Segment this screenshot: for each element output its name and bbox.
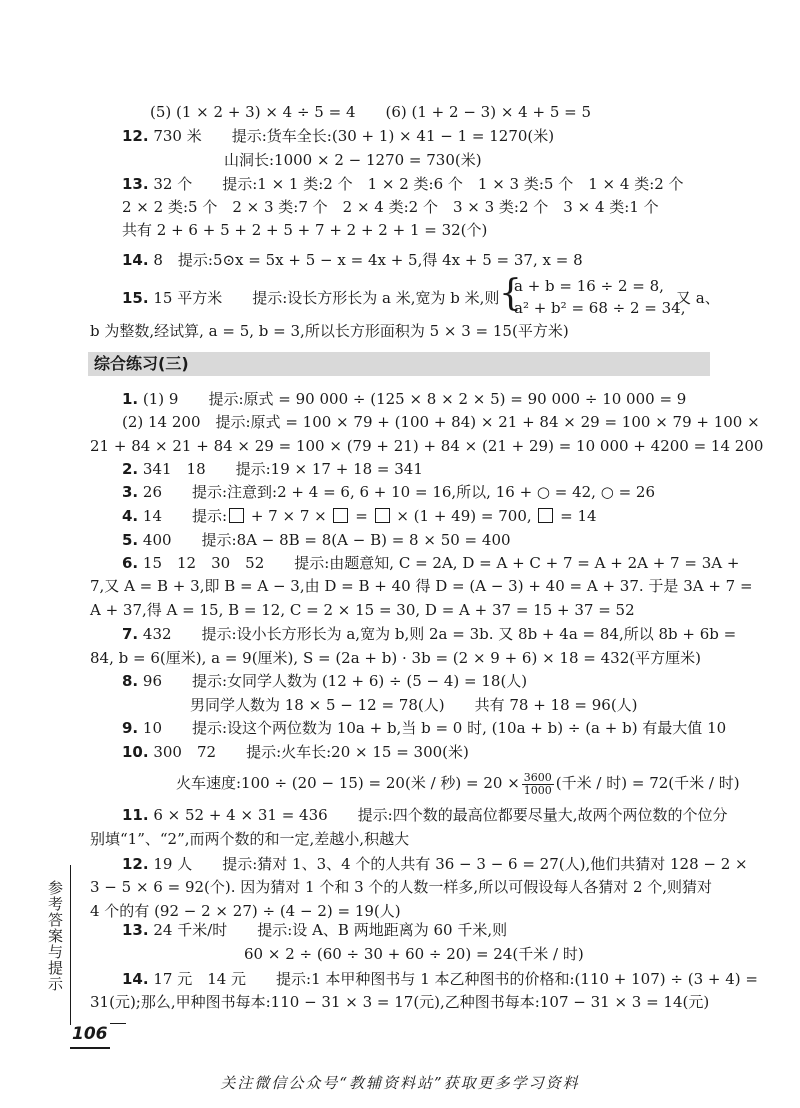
item-number: 11.: [122, 806, 149, 824]
answer-text: 15 12 30 52 提示:由题意知, C = 2A, D = A + C + 7 = A + 2A + 7 = 3A +: [138, 554, 740, 572]
item-number: 1.: [122, 390, 139, 408]
answer-text: 19 人 提示:猜对 1、3、4 个的人共有 36 − 3 − 6 = 27(人),他们共猜对 128 − 2 ×: [148, 855, 748, 873]
exercise-2: [122, 459, 423, 479]
answer-line: 男同学人数为 18 × 5 − 12 = 78(人) 共有 78 + 18 = 96(人): [190, 696, 638, 714]
fraction: [522, 772, 554, 797]
answer-text: × (1 + 49) = 700,: [391, 507, 537, 525]
exercise-6: [122, 553, 739, 573]
answer-text: 又 a、: [676, 289, 720, 307]
equation-line: a + b = 16 ÷ 2 = 8,: [514, 277, 664, 295]
answer-line: (2) 14 200 提示:原式 = 100 × 79 + (100 + 84) × 21 + 84 × 29 = 100 × 79 + 100 ×: [122, 413, 760, 431]
answer-text: 400 提示:8A − 8B = 8(A − B) = 8 × 50 = 400: [138, 531, 511, 549]
page-number-underline: [70, 1023, 110, 1049]
item-number: 6.: [122, 554, 139, 572]
answer-text: 300 72 提示:火车长:20 × 15 = 300(米): [148, 743, 469, 761]
answer-line: [176, 770, 740, 797]
item-number: 15.: [122, 289, 149, 307]
answer-15: [122, 288, 499, 308]
equation-system-brace: {: [499, 273, 522, 314]
section-title: 综合练习(三): [94, 354, 189, 373]
answer-line: 山洞长:1000 × 2 − 1270 = 730(米): [224, 151, 482, 169]
exercise-11: [122, 805, 727, 825]
answer-text: =: [350, 507, 373, 525]
answer-13: [122, 174, 684, 194]
fraction-numerator: 3600: [523, 770, 552, 784]
item-number: 9.: [122, 719, 139, 737]
answer-line: 别填“1”、“2”,而两个数的和一定,差越小,积越大: [90, 830, 410, 848]
item-number: 4.: [122, 507, 139, 525]
square-placeholder: [229, 508, 244, 523]
page-number: 106: [72, 1024, 108, 1044]
exercise-7: [122, 624, 736, 644]
side-tab-label: 参考答案与提示: [46, 880, 64, 992]
answer-text: 6 × 52 + 4 × 31 = 436 提示:四个数的最高位都要尽量大,故两个两位数的个位分: [148, 806, 728, 824]
exercise-13: [122, 920, 507, 940]
item-number: 7.: [122, 625, 139, 643]
item-number: 14.: [122, 251, 149, 269]
item-number: 5.: [122, 531, 139, 549]
answer-line: 21 + 84 × 21 + 84 × 29 = 100 × (79 + 21) + 84 × (21 + 29) = 10 000 + 4200 = 14 200: [90, 437, 764, 455]
answer-text: 341 18 提示:19 × 17 + 18 = 341: [138, 460, 423, 478]
answer-line: 84, b = 6(厘米), a = 9(厘米), S = (2a + b) · 3b = (2 × 9 + 6) × 18 = 432(平方厘米): [90, 649, 701, 667]
answer-line: 60 × 2 ÷ (60 ÷ 30 + 60 ÷ 20) = 24(千米 / 时): [244, 945, 584, 963]
answer-text: 26 提示:注意到:2 + 4 = 6, 6 + 10 = 16,所以, 16 + ○ = 42, ○ = 26: [138, 483, 655, 501]
exercise-3: [122, 482, 655, 502]
exercise-14: [122, 969, 758, 989]
answer-14: [122, 250, 583, 270]
page-number-rule: [110, 1023, 126, 1024]
answer-text: = 14: [555, 507, 597, 525]
answer-line: A + 37,得 A = 15, B = 12, C = 2 × 15 = 30, D = A + 37 = 15 + 37 = 52: [90, 601, 635, 619]
square-placeholder: [538, 508, 553, 523]
answer-line: (5) (1 × 2 + 3) × 4 ÷ 5 = 4 (6) (1 + 2 − 3) × 4 + 5 = 5: [150, 103, 592, 121]
answer-line: 3 − 5 × 6 = 92(个). 因为猜对 1 个和 3 个的人数一样多,所以可假设每人各猜对 2 个,则猜对: [90, 878, 713, 896]
answer-text: 8 提示:5⊙x = 5x + 5 − x = 4x + 5,得 4x + 5 = 37, x = 8: [148, 251, 583, 269]
item-number: 14.: [122, 970, 149, 988]
answer-text: 火车速度:100 ÷ (20 − 15) = 20(米 / 秒) = 20 ×: [176, 774, 520, 792]
exercise-4: [122, 506, 597, 526]
answer-text: 14 提示:: [138, 507, 228, 525]
answer-text: 15 平方米 提示:设长方形长为 a 米,宽为 b 米,则: [148, 289, 500, 307]
item-number: 12.: [122, 127, 149, 145]
answer-12: [122, 126, 554, 146]
item-number: 12.: [122, 855, 149, 873]
item-number: 13.: [122, 921, 149, 939]
answer-text: 432 提示:设小长方形长为 a,宽为 b,则 2a = 3b. 又 8b + 4a = 84,所以 8b + 6b =: [138, 625, 737, 643]
item-number: 13.: [122, 175, 149, 193]
answer-line: 共有 2 + 6 + 5 + 2 + 5 + 7 + 2 + 2 + 1 = 32(个): [122, 221, 488, 239]
exercise-5: [122, 530, 511, 550]
answer-line: 31(元);那么,甲种图书每本:110 − 31 × 3 = 17(元),乙种图书每本:107 − 31 × 3 = 14(元): [90, 993, 710, 1011]
equation-line: a² + b² = 68 ÷ 2 = 34,: [514, 299, 686, 317]
exercise-10: [122, 742, 469, 762]
answer-text: 10 提示:设这个两位数为 10a + b,当 b = 0 时, (10a + b) ÷ (a + b) 有最大值 10: [138, 719, 727, 737]
exercise-8: [122, 671, 527, 691]
footer-note: 关注微信公众号“教辅资料站”获取更多学习资料: [220, 1074, 580, 1092]
item-number: 8.: [122, 672, 139, 690]
answer-text: + 7 × 7 ×: [246, 507, 332, 525]
answer-text: 17 元 14 元 提示:1 本甲种图书与 1 本乙种图书的价格和:(110 + 107) ÷ (3 + 4) =: [148, 970, 758, 988]
answer-text: 96 提示:女同学人数为 (12 + 6) ÷ (5 − 4) = 18(人): [138, 672, 528, 690]
item-number: 3.: [122, 483, 139, 501]
answer-text: 32 个 提示:1 × 1 类:2 个 1 × 2 类:6 个 1 × 3 类:5 个 1 × 4 类:2 个: [148, 175, 684, 193]
answer-text: 730 米 提示:货车全长:(30 + 1) × 41 − 1 = 1270(米): [148, 127, 555, 145]
answer-line: 7,又 A = B + 3,即 B = A − 3,由 D = B + 40 得 D = (A − 3) + 40 = A + 37. 于是 3A + 7 =: [90, 577, 753, 595]
square-placeholder: [375, 508, 390, 523]
exercise-12: [122, 854, 748, 874]
answer-line: b 为整数,经试算, a = 5, b = 3,所以长方形面积为 5 × 3 = 15(平方米): [90, 322, 569, 340]
answer-text: (1) 9 提示:原式 = 90 000 ÷ (125 × 8 × 2 × 5) = 90 000 ÷ 10 000 = 9: [138, 390, 687, 408]
item-number: 10.: [122, 743, 149, 761]
exercise-1: [122, 389, 686, 409]
square-placeholder: [333, 508, 348, 523]
answer-text: 24 千米/时 提示:设 A、B 两地距离为 60 千米,则: [148, 921, 508, 939]
answer-line: 2 × 2 类:5 个 2 × 3 类:7 个 2 × 4 类:2 个 3 × 3 类:2 个 3 × 4 类:1 个: [122, 198, 659, 216]
answer-line: 4 个的有 (92 − 2 × 27) ÷ (4 − 2) = 19(人): [90, 902, 401, 920]
fraction-denominator: 1000: [523, 783, 552, 797]
exercise-9: [122, 718, 726, 738]
item-number: 2.: [122, 460, 139, 478]
answer-text: (千米 / 时) = 72(千米 / 时): [555, 774, 740, 792]
